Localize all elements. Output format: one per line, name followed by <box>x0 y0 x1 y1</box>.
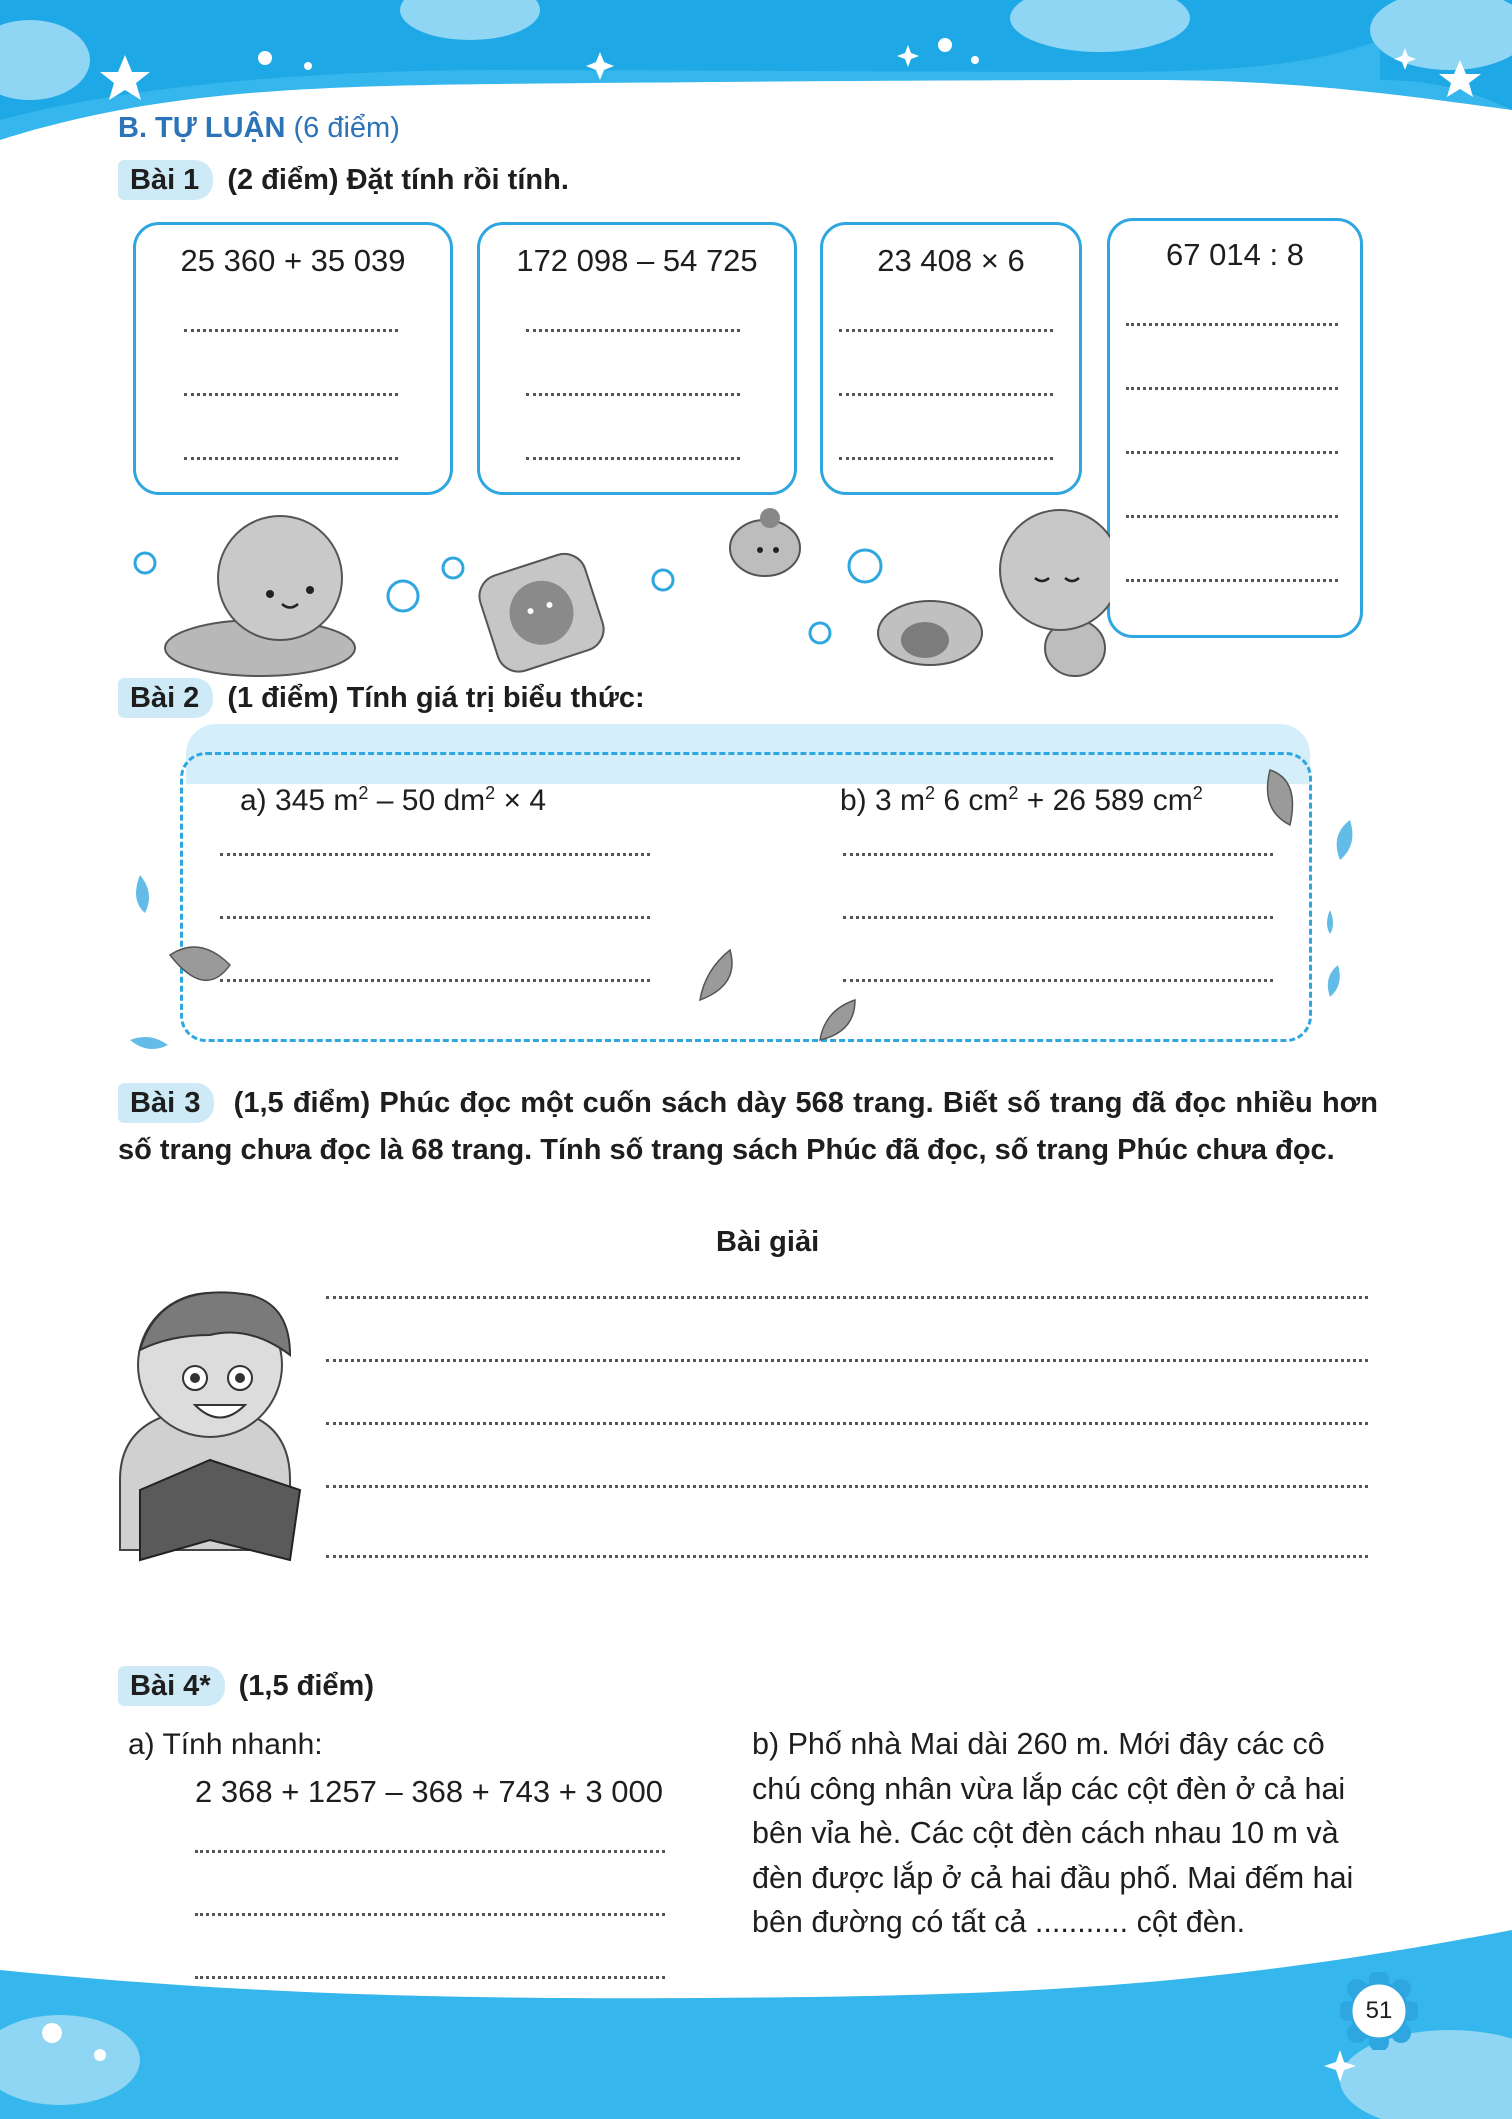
superscript: 2 <box>925 783 936 803</box>
section-title <box>118 112 400 145</box>
answer-line[interactable] <box>843 853 1273 856</box>
answer-line[interactable] <box>839 393 1053 396</box>
calc-expr-2: 172 098 – 54 725 <box>516 243 758 278</box>
task1-text: (2 điểm) Đặt tính rồi tính. <box>227 164 569 196</box>
answer-line[interactable] <box>526 329 740 332</box>
moon-ball-toy-icon <box>1000 510 1110 676</box>
dumpling-toy-icon <box>878 601 982 665</box>
answer-line[interactable] <box>1126 579 1338 582</box>
leaf-icon <box>1268 770 1293 825</box>
answer-line[interactable] <box>184 329 398 332</box>
task3-paragraph <box>118 1080 1378 1174</box>
task1-heading <box>118 164 569 197</box>
expr-b-part3: + 26 589 cm <box>1018 784 1193 817</box>
bowl-toy-icon <box>730 508 800 576</box>
answer-line[interactable] <box>526 457 740 460</box>
task2-expr-b <box>840 784 1203 818</box>
answer-line[interactable] <box>184 393 398 396</box>
superscript: 2 <box>485 783 496 803</box>
calc-box-1 <box>133 222 453 495</box>
leaf-icon <box>820 1000 855 1040</box>
answer-line[interactable] <box>1126 451 1338 454</box>
answer-line[interactable] <box>220 916 650 919</box>
leaf-icon <box>170 947 230 980</box>
task1-tag: Bài 1 <box>118 160 213 200</box>
calc-box-3 <box>820 222 1082 495</box>
task4-text: (1,5 điểm) <box>238 1670 374 1702</box>
answer-line[interactable] <box>1126 323 1338 326</box>
boy-reading-illustration <box>100 1280 320 1580</box>
calc-box-4 <box>1107 218 1363 638</box>
answer-line[interactable] <box>326 1359 1368 1362</box>
task2-heading <box>118 682 645 715</box>
answer-line[interactable] <box>843 916 1273 919</box>
answer-line[interactable] <box>220 853 650 856</box>
answer-line[interactable] <box>839 457 1053 460</box>
page-number: 51 <box>1365 1997 1393 2024</box>
task3-tag: Bài 3 <box>118 1083 214 1123</box>
task3-text: (1,5 điểm) Phúc đọc một cuốn sách dày 568 trang. Biết số trang đã đọc nhiều hơn số trang chưa đọc là 68 trang. Tính số trang sách Phúc đã đọc, số trang Phúc chưa đọc. <box>118 1087 1378 1166</box>
answer-line[interactable] <box>326 1555 1368 1558</box>
expr-a-part2: – 50 dm <box>368 784 486 817</box>
section-title-text: B. TỰ LUẬN <box>118 112 286 144</box>
task4b-text: b) Phố nhà Mai dài 260 m. Mới đây các cô chú công nhân vừa lắp các cột đèn ở cả hai bên vỉa hè. Các cột đèn cách nhau 10 m và đèn được lắp ở cả hai đầu phố. Mai đếm hai bên đường có tất cả ........... cột đèn. <box>752 1727 1354 1939</box>
seal-toy-icon <box>165 516 355 676</box>
answer-line[interactable] <box>526 393 740 396</box>
superscript: 2 <box>1008 783 1019 803</box>
superscript: 2 <box>1192 783 1203 803</box>
answer-line[interactable] <box>843 979 1273 982</box>
toy-illustrations <box>120 508 1110 688</box>
expr-b-part2: 6 cm <box>935 784 1009 817</box>
answer-line[interactable] <box>326 1422 1368 1425</box>
task4a-expression: 2 368 + 1257 – 368 + 743 + 3 000 <box>195 1774 664 1809</box>
answer-line[interactable] <box>1126 387 1338 390</box>
answer-line[interactable] <box>1126 515 1338 518</box>
footer-cloud-band <box>0 1930 1512 2119</box>
leaf-icon <box>700 950 732 1000</box>
section-points: (6 điểm) <box>293 112 400 144</box>
task2-text: (1 điểm) Tính giá trị biểu thức: <box>227 682 645 714</box>
superscript: 2 <box>358 783 369 803</box>
answer-line[interactable] <box>220 979 650 982</box>
solution-title: Bài giải <box>716 1226 820 1258</box>
calc-expr-3: 23 408 × 6 <box>877 243 1025 278</box>
answer-line[interactable] <box>184 457 398 460</box>
expr-a-part3: × 4 <box>495 784 547 817</box>
expr-b-part1: b) 3 m <box>840 784 926 817</box>
answer-line[interactable] <box>326 1485 1368 1488</box>
task2-expr-a <box>240 784 546 818</box>
answer-line[interactable] <box>195 1913 665 1916</box>
answer-line[interactable] <box>839 329 1053 332</box>
calc-expr-4: 67 014 : 8 <box>1166 237 1304 272</box>
task2-tag: Bài 2 <box>118 678 213 718</box>
task4-heading <box>118 1670 374 1703</box>
toast-bear-icon <box>474 548 610 677</box>
expr-a-part1: a) 345 m <box>240 784 359 817</box>
calc-expr-1: 25 360 + 35 039 <box>180 243 406 278</box>
answer-line[interactable] <box>195 1850 665 1853</box>
calc-box-2 <box>477 222 797 495</box>
task4a-label: a) Tính nhanh: <box>128 1728 323 1761</box>
task4-tag: Bài 4* <box>118 1666 225 1706</box>
answer-line[interactable] <box>326 1296 1368 1299</box>
